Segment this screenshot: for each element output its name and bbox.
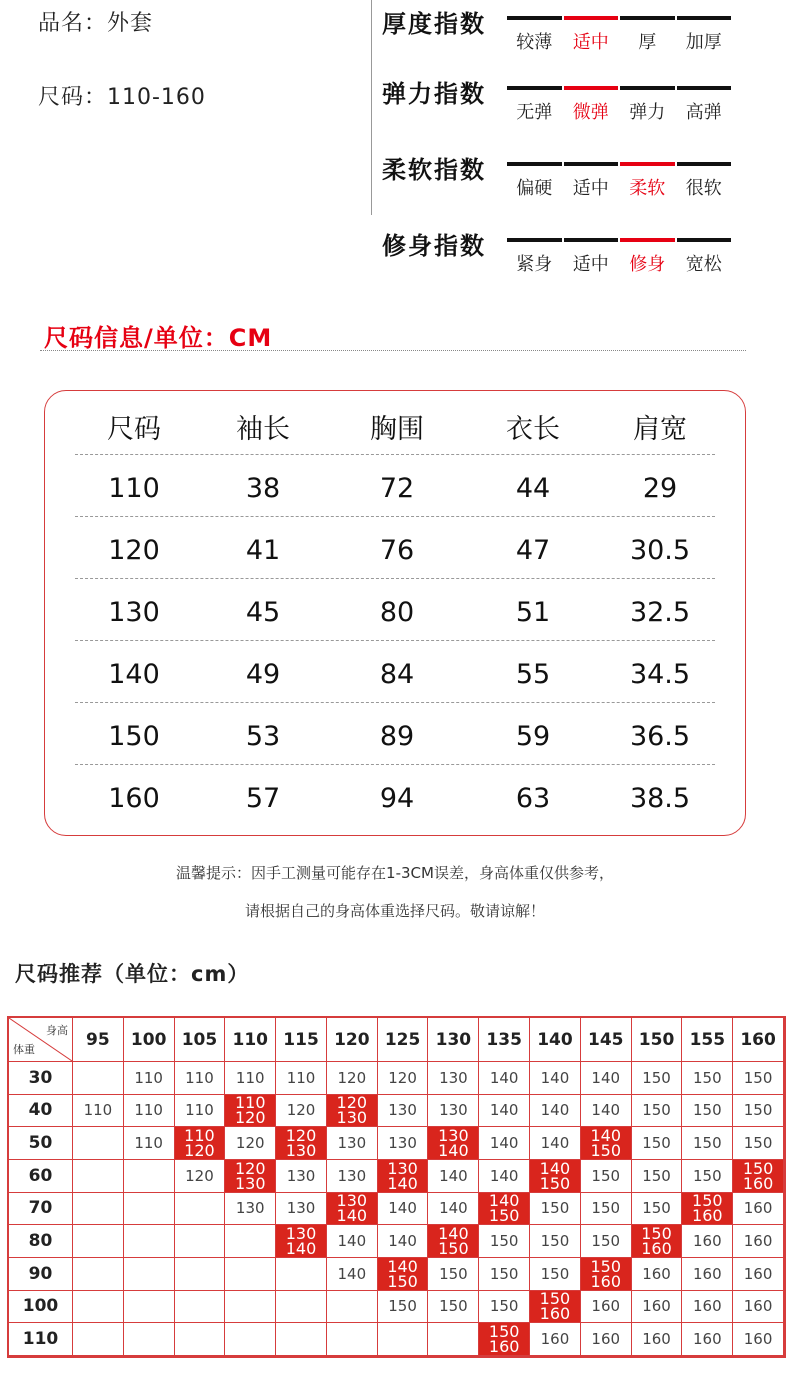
recommend-cell: 140	[479, 1095, 530, 1128]
index-option: 高弹	[685, 102, 722, 123]
recommend-cell: 150	[581, 1160, 632, 1193]
size-table-row	[75, 519, 715, 581]
recommend-cell: 150	[479, 1225, 530, 1258]
recommend-cell: 160	[581, 1323, 632, 1356]
recommend-cell: 140	[479, 1160, 530, 1193]
recommend-size: 140	[387, 1173, 418, 1193]
recommend-cell	[175, 1225, 226, 1258]
recommend-cell	[124, 1323, 175, 1356]
recommend-size: 120	[336, 1093, 368, 1113]
recommend-size: 120	[184, 1141, 215, 1161]
index-bar	[507, 162, 731, 166]
size-table-cell: 72	[379, 472, 415, 504]
recommend-size: 150	[488, 1322, 520, 1342]
recommend-cell: 140	[530, 1127, 581, 1160]
row-divider	[75, 764, 715, 765]
recommend-cell	[327, 1323, 378, 1356]
size-table-cell: 30.5	[629, 534, 691, 566]
size-table-cell: 51	[515, 596, 551, 628]
height-header: 125	[378, 1018, 429, 1062]
recommend-cell-highlight	[175, 1127, 226, 1160]
index-bar	[507, 238, 731, 242]
size-table-header-cell: 胸围	[370, 413, 424, 445]
recommend-cell: 130	[225, 1193, 276, 1226]
index-option: 紧身	[516, 254, 553, 275]
recommend-cell: 150	[479, 1258, 530, 1291]
recommend-cell: 130	[327, 1160, 378, 1193]
recommend-cell: 110	[276, 1062, 327, 1095]
recommend-cell	[428, 1323, 479, 1356]
size-table-cell: 36.5	[629, 720, 691, 752]
height-header: 160	[733, 1018, 784, 1062]
row-divider	[75, 516, 715, 517]
recommend-cell	[175, 1193, 226, 1226]
recommend-cell: 110	[175, 1095, 226, 1128]
recommend-size: 140	[285, 1239, 317, 1259]
recommend-cell: 140	[479, 1062, 530, 1095]
index-bar-segment	[620, 162, 675, 166]
recommend-cell: 160	[530, 1323, 581, 1356]
height-header: 100	[124, 1018, 175, 1062]
recommend-cell	[175, 1291, 226, 1324]
size-table-cell: 55	[515, 658, 551, 690]
recommend-cell: 130	[428, 1062, 479, 1095]
index-option: 加厚	[685, 32, 722, 53]
recommend-cell-highlight	[428, 1127, 479, 1160]
recommend-cell	[73, 1291, 124, 1324]
recommend-cell: 150	[530, 1258, 581, 1291]
recommend-cell-highlight	[276, 1225, 327, 1258]
height-header: 105	[175, 1018, 226, 1062]
recommend-size: 130	[285, 1141, 317, 1161]
recommend-size: 150	[539, 1289, 571, 1309]
recommend-cell-highlight	[733, 1160, 784, 1193]
recommend-cell: 150	[682, 1062, 733, 1095]
recommend-size: 140	[590, 1126, 622, 1146]
recommend-cell: 150	[479, 1291, 530, 1324]
recommend-cell-highlight	[581, 1127, 632, 1160]
size-table-cell: 76	[379, 534, 415, 566]
recommend-size: 140	[387, 1256, 418, 1276]
size-table-cell: 80	[379, 596, 415, 628]
recommend-cell: 140	[581, 1062, 632, 1095]
height-header: 135	[479, 1018, 530, 1062]
index-title: 柔软指数	[382, 156, 486, 184]
size-table-cell: 49	[245, 658, 281, 690]
recommend-cell-highlight	[428, 1225, 479, 1258]
size-table-row	[75, 457, 715, 519]
recommend-size: 140	[488, 1191, 520, 1211]
recommend-size: 130	[387, 1158, 418, 1178]
index-labels	[507, 174, 731, 200]
recommend-cell: 110	[73, 1095, 124, 1128]
recommend-cell	[225, 1323, 276, 1356]
recommend-cell: 160	[733, 1291, 784, 1324]
size-table-cell: 53	[245, 720, 281, 752]
recommend-cell: 150	[581, 1193, 632, 1226]
recommend-size: 130	[336, 1191, 368, 1211]
recommend-cell: 120	[276, 1095, 327, 1128]
grid-corner	[9, 1018, 73, 1062]
index-bar-segment	[677, 162, 732, 166]
weight-header: 90	[9, 1258, 73, 1291]
recommend-cell-highlight	[632, 1225, 683, 1258]
recommend-size: 150	[387, 1271, 418, 1291]
size-table-header	[75, 395, 715, 457]
recommend-size: 110	[234, 1093, 266, 1113]
height-header: 120	[327, 1018, 378, 1062]
index-bar-segment	[677, 16, 732, 20]
notice-line-1: 温馨提示：因手工测量可能存在1-3CM误差，身高体重仅供参考，	[176, 864, 614, 882]
size-table-row	[75, 643, 715, 705]
index-option: 柔软	[629, 178, 666, 199]
size-table-cell: 94	[379, 782, 415, 814]
recommend-cell	[73, 1193, 124, 1226]
index-bar-segment	[507, 16, 562, 20]
recommend-cell: 140	[581, 1095, 632, 1128]
recommend-cell: 140	[530, 1095, 581, 1128]
recommend-cell: 130	[276, 1193, 327, 1226]
size-table-cell: 34.5	[629, 658, 691, 690]
recommend-size: 150	[641, 1224, 672, 1244]
recommend-cell: 150	[632, 1160, 683, 1193]
recommend-size: 160	[539, 1304, 571, 1324]
recommend-cell: 160	[682, 1225, 733, 1258]
recommend-cell: 150	[378, 1291, 429, 1324]
recommend-cell-highlight	[225, 1160, 276, 1193]
divider	[40, 350, 746, 351]
size-table-cell: 59	[515, 720, 551, 752]
index-bar	[507, 86, 731, 90]
size-table-cell: 130	[108, 596, 160, 628]
index-bar-segment	[620, 16, 675, 20]
recommend-cell	[175, 1323, 226, 1356]
recommend-cell-highlight	[530, 1160, 581, 1193]
recommend-cell: 140	[479, 1127, 530, 1160]
recommend-cell-highlight	[530, 1291, 581, 1324]
recommend-cell	[124, 1160, 175, 1193]
recommend-cell: 110	[124, 1062, 175, 1095]
recommend-cell: 160	[733, 1225, 784, 1258]
recommend-cell	[124, 1258, 175, 1291]
size-table-header-cell: 袖长	[236, 413, 290, 445]
recommend-cell	[124, 1291, 175, 1324]
recommend-cell: 120	[175, 1160, 226, 1193]
recommend-cell	[124, 1225, 175, 1258]
index-title: 厚度指数	[382, 10, 486, 38]
recommend-size: 140	[336, 1206, 368, 1226]
size-table-cell: 84	[379, 658, 415, 690]
recommend-cell: 130	[378, 1127, 429, 1160]
recommend-cell: 160	[733, 1258, 784, 1291]
index-bar-segment	[620, 86, 675, 90]
index-option: 修身	[629, 254, 666, 275]
index-bar-segment	[564, 16, 619, 20]
recommend-cell: 160	[733, 1193, 784, 1226]
size-table-cell: 120	[108, 534, 160, 566]
size-table-row	[75, 767, 715, 829]
notice-line-2: 请根据自己的身高体重选择尺码。敬请谅解！	[244, 902, 545, 920]
recommend-size: 160	[641, 1239, 672, 1259]
recommend-cell: 150	[682, 1160, 733, 1193]
recommend-size: 150	[742, 1158, 774, 1178]
recommend-size: 110	[184, 1126, 215, 1146]
recommend-cell: 110	[225, 1062, 276, 1095]
index-option: 很软	[685, 178, 722, 199]
recommend-cell-highlight	[378, 1258, 429, 1291]
recommend-size: 160	[692, 1206, 723, 1226]
index-title: 弹力指数	[382, 80, 486, 108]
index-option: 宽松	[685, 254, 722, 275]
recommend-size: 120	[234, 1108, 266, 1128]
recommend-cell: 150	[428, 1258, 479, 1291]
size-table-cell: 150	[108, 720, 160, 752]
size-table-cell: 45	[245, 596, 281, 628]
size-table-cell: 57	[245, 782, 281, 814]
recommend-cell: 150	[530, 1193, 581, 1226]
recommend-cell: 160	[682, 1323, 733, 1356]
recommend-cell: 140	[327, 1258, 378, 1291]
recommend-cell: 110	[175, 1062, 226, 1095]
recommend-cell: 150	[632, 1095, 683, 1128]
recommend-cell: 150	[632, 1193, 683, 1226]
recommend-size: 120	[234, 1158, 266, 1178]
recommend-cell: 160	[733, 1323, 784, 1356]
recommend-cell: 160	[632, 1291, 683, 1324]
recommend-cell	[73, 1160, 124, 1193]
index-labels	[507, 250, 731, 276]
size-table-header-cell: 肩宽	[633, 413, 687, 445]
weight-header: 80	[9, 1225, 73, 1258]
recommend-size: 150	[590, 1141, 622, 1161]
recommend-cell	[73, 1062, 124, 1095]
recommend-cell	[225, 1258, 276, 1291]
recommend-size: 150	[488, 1206, 520, 1226]
recommend-cell	[73, 1127, 124, 1160]
recommend-cell: 110	[124, 1095, 175, 1128]
recommend-cell: 140	[428, 1160, 479, 1193]
recommend-size: 130	[285, 1224, 317, 1244]
recommend-size: 120	[285, 1126, 317, 1146]
weight-header: 110	[9, 1323, 73, 1356]
size-table-header-cell: 尺码	[107, 413, 161, 445]
recommend-size: 160	[590, 1271, 622, 1291]
row-divider	[75, 640, 715, 641]
weight-header: 40	[9, 1095, 73, 1128]
size-table-cell: 160	[108, 782, 160, 814]
recommend-cell	[175, 1258, 226, 1291]
recommend-cell	[124, 1193, 175, 1226]
recommend-size: 150	[590, 1256, 622, 1276]
recommend-size: 150	[438, 1239, 469, 1259]
index-bar-segment	[677, 238, 732, 242]
index-option: 无弹	[516, 102, 553, 123]
recommend-size: 130	[336, 1108, 368, 1128]
weight-header: 50	[9, 1127, 73, 1160]
recommend-cell	[276, 1258, 327, 1291]
recommend-cell-highlight	[479, 1323, 530, 1356]
recommend-cell	[73, 1225, 124, 1258]
recommend-cell-highlight	[276, 1127, 327, 1160]
size-table-cell: 32.5	[629, 596, 691, 628]
index-bar-segment	[564, 238, 619, 242]
index-option: 适中	[572, 178, 609, 199]
recommend-cell: 160	[632, 1258, 683, 1291]
index-option: 适中	[572, 254, 609, 275]
recommend-cell: 150	[632, 1062, 683, 1095]
recommend-cell: 140	[428, 1193, 479, 1226]
recommend-cell-highlight	[327, 1095, 378, 1128]
recommend-cell: 140	[530, 1062, 581, 1095]
index-labels	[507, 28, 731, 54]
recommend-cell: 130	[327, 1127, 378, 1160]
product-name: 品名：外套	[38, 11, 154, 36]
index-option: 微弹	[572, 102, 609, 123]
recommend-cell: 130	[428, 1095, 479, 1128]
recommend-size: 140	[438, 1141, 469, 1161]
index-bar	[507, 16, 731, 20]
recommend-cell	[276, 1291, 327, 1324]
recommend-size: 150	[692, 1191, 723, 1211]
height-header: 145	[581, 1018, 632, 1062]
recommend-cell: 150	[632, 1127, 683, 1160]
corner-weight-label: 体重	[13, 1043, 35, 1056]
index-bar-segment	[507, 162, 562, 166]
size-table-cell: 38.5	[629, 782, 691, 814]
size-table-row	[75, 705, 715, 767]
recommend-cell: 140	[378, 1193, 429, 1226]
height-header: 115	[276, 1018, 327, 1062]
weight-header: 100	[9, 1291, 73, 1324]
recommend-cell	[73, 1323, 124, 1356]
recommend-size: 150	[539, 1173, 571, 1193]
index-option: 较薄	[516, 32, 553, 53]
height-header: 155	[682, 1018, 733, 1062]
index-bar-segment	[507, 86, 562, 90]
recommend-cell	[276, 1323, 327, 1356]
recommend-cell: 150	[682, 1095, 733, 1128]
recommend-cell: 120	[225, 1127, 276, 1160]
recommend-cell: 130	[378, 1095, 429, 1128]
row-divider	[75, 578, 715, 579]
size-table-cell: 38	[245, 472, 281, 504]
recommend-title: 尺码推荐（单位：cm）	[15, 962, 250, 986]
size-table-cell: 44	[515, 472, 551, 504]
recommend-cell: 150	[733, 1095, 784, 1128]
recommend-cell: 140	[378, 1225, 429, 1258]
recommend-size: 140	[539, 1158, 571, 1178]
size-table-cell: 110	[108, 472, 160, 504]
size-table-cell: 89	[379, 720, 415, 752]
recommend-cell-highlight	[327, 1193, 378, 1226]
size-table-cell: 41	[245, 534, 281, 566]
recommend-cell: 150	[581, 1225, 632, 1258]
recommend-size: 130	[234, 1173, 266, 1193]
size-recommend-grid	[7, 1016, 786, 1358]
weight-header: 60	[9, 1160, 73, 1193]
recommend-cell: 140	[327, 1225, 378, 1258]
size-table	[44, 390, 746, 836]
weight-header: 70	[9, 1193, 73, 1226]
recommend-cell-highlight	[479, 1193, 530, 1226]
index-option: 偏硬	[516, 178, 553, 199]
recommend-cell: 160	[632, 1323, 683, 1356]
size-info-title: 尺码信息/单位：CM	[44, 324, 273, 352]
size-table-cell: 140	[108, 658, 160, 690]
recommend-cell-highlight	[581, 1258, 632, 1291]
recommend-cell: 110	[124, 1127, 175, 1160]
index-option: 弹力	[629, 102, 666, 123]
height-header: 110	[225, 1018, 276, 1062]
index-labels	[507, 98, 731, 124]
recommend-cell	[73, 1258, 124, 1291]
index-option: 厚	[638, 32, 657, 53]
recommend-cell	[225, 1291, 276, 1324]
recommend-cell	[327, 1291, 378, 1324]
recommend-size: 160	[488, 1337, 520, 1357]
recommend-cell	[225, 1225, 276, 1258]
height-header: 140	[530, 1018, 581, 1062]
size-table-cell: 29	[642, 472, 678, 504]
recommend-cell-highlight	[378, 1160, 429, 1193]
recommend-size: 140	[438, 1224, 469, 1244]
recommend-cell: 150	[530, 1225, 581, 1258]
weight-header: 30	[9, 1062, 73, 1095]
height-header: 130	[428, 1018, 479, 1062]
corner-height-label: 身高	[46, 1024, 68, 1037]
recommend-cell	[378, 1323, 429, 1356]
recommend-cell: 160	[682, 1291, 733, 1324]
size-table-row	[75, 581, 715, 643]
size-table-header-cell: 衣长	[506, 413, 560, 445]
row-divider	[75, 454, 715, 455]
height-header: 150	[632, 1018, 683, 1062]
index-option: 适中	[572, 32, 609, 53]
size-table-cell: 47	[515, 534, 551, 566]
recommend-cell: 120	[327, 1062, 378, 1095]
height-header: 95	[73, 1018, 124, 1062]
recommend-size: 130	[438, 1126, 469, 1146]
recommend-cell-highlight	[225, 1095, 276, 1128]
row-divider	[75, 702, 715, 703]
recommend-cell: 130	[276, 1160, 327, 1193]
recommend-cell: 150	[733, 1062, 784, 1095]
index-title: 修身指数	[382, 232, 486, 260]
index-bar-segment	[564, 86, 619, 90]
index-bar-segment	[677, 86, 732, 90]
index-bar-segment	[507, 238, 562, 242]
recommend-cell-highlight	[682, 1193, 733, 1226]
recommend-cell: 120	[378, 1062, 429, 1095]
index-bar-segment	[564, 162, 619, 166]
product-size-range: 尺码：110-160	[38, 85, 206, 110]
recommend-cell: 160	[581, 1291, 632, 1324]
size-table-cell: 63	[515, 782, 551, 814]
recommend-cell: 150	[733, 1127, 784, 1160]
recommend-cell: 150	[428, 1291, 479, 1324]
recommend-size: 160	[742, 1173, 774, 1193]
recommend-cell: 150	[682, 1127, 733, 1160]
index-bar-segment	[620, 238, 675, 242]
vertical-divider	[371, 0, 372, 215]
recommend-cell: 160	[682, 1258, 733, 1291]
